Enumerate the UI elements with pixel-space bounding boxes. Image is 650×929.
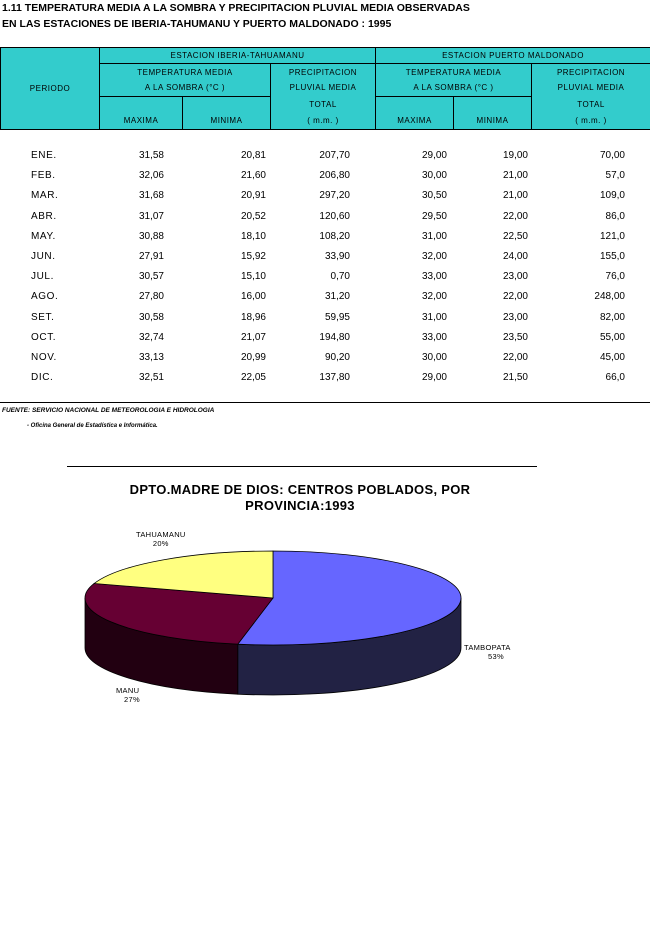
iberia-precip: 297,20 <box>319 190 350 202</box>
iberia-min: 18,96 <box>240 311 266 323</box>
iberia-precip: 33,90 <box>324 250 350 262</box>
iberia-min: 21,07 <box>240 331 266 343</box>
iberia-min: 20,81 <box>240 150 266 161</box>
row-period: NOV. <box>31 351 57 363</box>
row-period: SET. <box>31 311 55 323</box>
header-periodo: PERIODO <box>1 48 100 130</box>
puerto-min: 22,50 <box>502 230 528 242</box>
puerto-min: 22,00 <box>502 351 528 363</box>
iberia-max: 31,07 <box>138 210 164 222</box>
puerto-min: 21,00 <box>502 170 528 182</box>
header-total-puerto: TOTAL <box>532 97 650 113</box>
puerto-max: 32,00 <box>421 250 447 262</box>
header-precip-line2: PLUVIAL MEDIA <box>557 83 625 93</box>
puerto-max: 31,00 <box>421 230 447 242</box>
puerto-min: 22,00 <box>502 210 528 222</box>
row-period: OCT. <box>31 331 57 343</box>
header-precip-line2: PLUVIAL MEDIA <box>289 83 357 93</box>
puerto-min: 19,00 <box>502 150 528 161</box>
iberia-min: 21,60 <box>240 170 266 182</box>
iberia-max: 30,57 <box>138 271 164 283</box>
puerto-min: 21,50 <box>502 372 528 384</box>
iberia-precip: 194,80 <box>319 331 350 343</box>
puerto-precip: 55,00 <box>599 331 625 343</box>
iberia-min: 20,91 <box>240 190 266 202</box>
puerto-min: 24,00 <box>502 250 528 262</box>
header-maxima-label: MAXIMA <box>376 113 454 130</box>
puerto-max: 33,00 <box>421 271 447 283</box>
pie-label-manu <box>116 686 140 704</box>
puerto-precip: 86,0 <box>605 210 625 222</box>
iberia-min: 15,92 <box>240 250 266 262</box>
header-temp-line2: A LA SOMBRA (°C ) <box>144 83 226 92</box>
row-period: ABR. <box>31 210 57 222</box>
header-minima-label: MINIMA <box>183 113 271 130</box>
iberia-precip: 137,80 <box>319 372 350 384</box>
iberia-min: 15,10 <box>240 271 266 283</box>
puerto-max: 33,00 <box>421 331 447 343</box>
row-period: AGO. <box>31 291 59 303</box>
iberia-precip: 206,80 <box>319 170 350 182</box>
puerto-precip: 76,0 <box>605 271 625 283</box>
puerto-max: 29,00 <box>421 150 447 161</box>
iberia-max: 30,88 <box>138 230 164 242</box>
puerto-max: 29,00 <box>421 372 447 384</box>
header-station-iberia: ESTACION IBERIA-TAHUAMANU <box>100 48 376 64</box>
row-period: MAY. <box>31 230 56 242</box>
header-temp-line1: TEMPERATURA MEDIA <box>405 68 502 77</box>
chart-title-line1: DPTO.MADRE DE DIOS: CENTROS POBLADOS, POR <box>129 482 471 497</box>
iberia-precip: 31,20 <box>324 291 350 303</box>
puerto-precip: 248,00 <box>594 291 625 303</box>
header-precip-line1: PRECIPITACION <box>288 68 358 78</box>
row-period: DIC. <box>31 372 54 384</box>
iberia-min: 16,00 <box>240 291 266 303</box>
iberia-max: 30,58 <box>138 311 164 323</box>
header-temp-line2: A LA SOMBRA (°C ) <box>413 83 494 92</box>
header-mm-puerto: ( m.m. ) <box>532 113 650 130</box>
pie-label-name: TAHUAMANU <box>136 530 186 539</box>
pie-label-tahuamanu <box>136 530 186 548</box>
puerto-min: 21,00 <box>502 190 528 202</box>
row-period: FEB. <box>31 170 56 182</box>
source-note-office: - Oficina General de Estadística e Informática. <box>27 423 158 429</box>
iberia-max: 31,58 <box>138 150 164 161</box>
pie-label-name: TAMBOPATA <box>464 643 511 652</box>
iberia-max: 32,51 <box>138 372 164 384</box>
iberia-precip: 59,95 <box>324 311 350 323</box>
header-temp-line1: TEMPERATURA MEDIA <box>137 68 233 77</box>
row-period: MAR. <box>31 190 59 202</box>
pie-label-pct: 20% <box>152 539 169 548</box>
iberia-max: 31,68 <box>138 190 164 202</box>
puerto-max: 30,50 <box>421 190 447 202</box>
iberia-min: 20,52 <box>240 210 266 222</box>
iberia-min: 22,05 <box>240 372 266 384</box>
iberia-precip: 120,60 <box>319 210 350 222</box>
pie-label-tambopata <box>464 643 511 661</box>
puerto-precip: 45,00 <box>599 351 625 363</box>
iberia-max: 27,80 <box>138 291 164 303</box>
puerto-min: 23,00 <box>502 271 528 283</box>
iberia-precip: 90,20 <box>324 351 350 363</box>
iberia-precip: 108,20 <box>319 230 350 242</box>
header-station-puerto-maldonado: ESTACION PUERTO MALDONADO <box>376 48 650 64</box>
row-period: JUN. <box>31 250 56 262</box>
row-period: JUL. <box>31 271 54 283</box>
iberia-max: 27,91 <box>138 250 164 262</box>
pie-label-pct: 53% <box>488 652 504 661</box>
header-minima-label: MINIMA <box>454 113 532 130</box>
puerto-min: 23,50 <box>502 331 528 343</box>
iberia-precip: 207,70 <box>319 150 350 161</box>
puerto-min: 23,00 <box>502 311 528 323</box>
puerto-max: 31,00 <box>421 311 447 323</box>
iberia-max: 32,06 <box>138 170 164 182</box>
puerto-precip: 70,00 <box>599 150 625 161</box>
puerto-precip: 57,0 <box>605 170 625 182</box>
header-mm-iberia: ( m.m. ) <box>271 113 376 130</box>
row-period: ENE. <box>31 150 57 161</box>
table-title-line-2: EN LAS ESTACIONES DE IBERIA-TAHUMANU Y PUERTO MALDONADO : 1995 <box>2 18 392 30</box>
header-total-iberia: TOTAL <box>271 97 376 113</box>
puerto-precip: 82,00 <box>599 311 625 323</box>
puerto-precip: 121,0 <box>599 230 625 242</box>
header-precip-line1: PRECIPITACION <box>556 68 626 78</box>
iberia-max: 33,13 <box>138 351 164 363</box>
pie-label-name: MANU <box>116 686 140 695</box>
source-note: FUENTE: SERVICIO NACIONAL DE METEOROLOGIA E HIDROLOGIA <box>2 407 215 414</box>
puerto-precip: 155,0 <box>599 250 625 262</box>
table-title-line-1: 1.11 TEMPERATURA MEDIA A LA SOMBRA Y PRECIPITACION PLUVIAL MEDIA OBSERVADAS <box>2 2 470 14</box>
iberia-min: 18,10 <box>240 230 266 242</box>
pie-label-pct: 27% <box>124 695 140 704</box>
puerto-max: 32,00 <box>421 291 447 303</box>
header-maxima-label: MAXIMA <box>100 113 183 130</box>
puerto-max: 30,00 <box>421 351 447 363</box>
puerto-min: 22,00 <box>502 291 528 303</box>
puerto-max: 30,00 <box>421 170 447 182</box>
puerto-precip: 109,0 <box>599 190 625 202</box>
iberia-precip: 0,70 <box>330 271 350 283</box>
iberia-max: 32,74 <box>138 331 164 343</box>
chart-title-line2: PROVINCIA:1993 <box>245 498 355 513</box>
puerto-max: 29,50 <box>421 210 447 222</box>
iberia-min: 20,99 <box>240 351 266 363</box>
puerto-precip: 66,0 <box>605 372 625 384</box>
